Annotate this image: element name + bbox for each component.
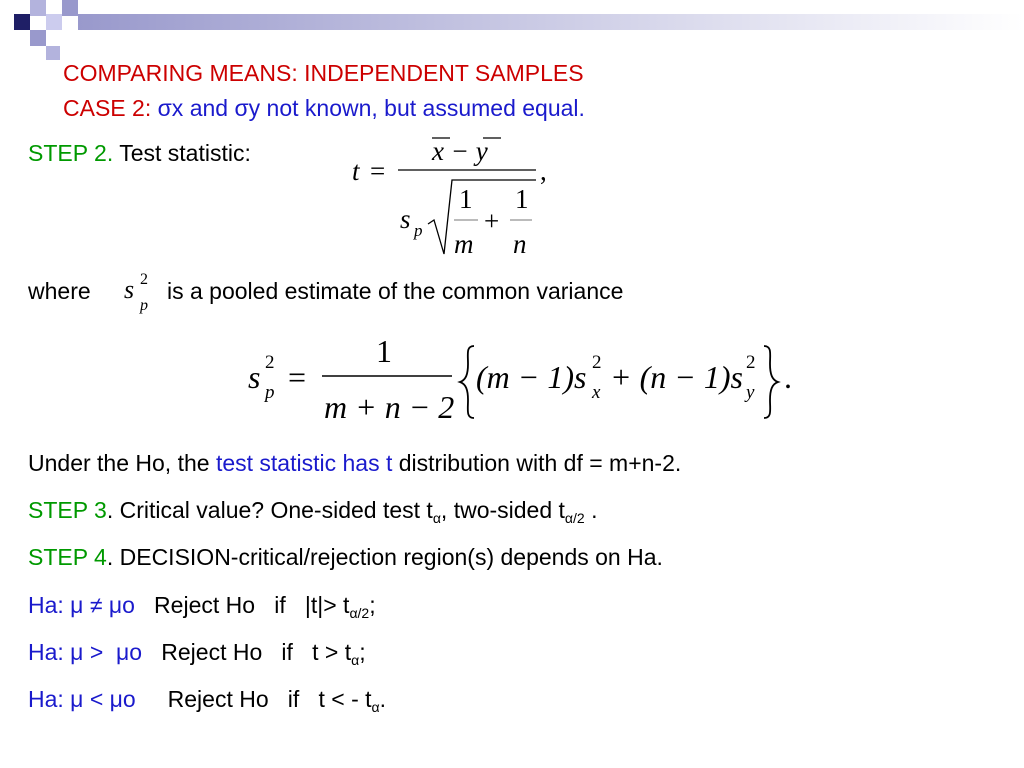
deco-square-lavender <box>30 30 46 46</box>
where-sub: p <box>140 297 148 314</box>
sp-denominator: m + n − 2 <box>324 389 455 425</box>
sp-numerator: 1 <box>376 333 392 369</box>
step4-text: . DECISION-critical/rejection region(s) depends on Ha. <box>106 544 663 570</box>
under-b: test statistic has t <box>215 450 393 476</box>
ha2-end: ; <box>359 639 366 665</box>
sp-sub: p <box>265 382 275 403</box>
step3-text: . Critical value? One-sided test t <box>106 497 433 523</box>
step2-line <box>28 140 251 167</box>
formula-one-b: 1 <box>515 184 529 214</box>
formula-sp-sub: p <box>414 221 423 240</box>
where-s: s <box>124 275 135 304</box>
ha2-hypothesis: Ha: μ > μo <box>28 639 143 665</box>
formula-t-eq: = <box>370 156 386 186</box>
sp-eq: = <box>288 359 307 395</box>
slide-title-line2 <box>63 95 585 122</box>
formula-n: n <box>513 229 527 259</box>
where-sup: 2 <box>140 271 148 288</box>
under-c: distribution with df = m+n-2. <box>392 450 682 476</box>
where-text: is a pooled estimate of the common variance <box>167 278 624 304</box>
sp-body: (m − 1)s <box>476 359 587 395</box>
left-brace <box>460 346 474 418</box>
slide-title-line1: COMPARING MEANS: INDEPENDENT SAMPLES <box>63 60 584 86</box>
step3-line <box>28 497 597 524</box>
deco-square-lavender <box>62 0 78 16</box>
formula-one-a: 1 <box>459 184 473 214</box>
step3-sub1: α <box>432 510 441 526</box>
sx-sup: 2 <box>592 352 602 373</box>
ha-less-line <box>28 686 386 713</box>
ha1-rest: Reject Ho if |t|> t <box>134 592 350 618</box>
ha2-sub: α <box>351 652 360 668</box>
sy-sub: y <box>746 382 755 403</box>
formula-m: m <box>454 229 474 259</box>
deco-square-lavender <box>30 0 46 16</box>
deco-square-lavender <box>46 46 60 60</box>
sp-s: s <box>248 359 261 395</box>
step3-text3: . <box>584 497 598 523</box>
t-statistic-formula <box>340 128 570 263</box>
under-a: Under the Ho, the <box>28 450 216 476</box>
deco-gradient-bar <box>78 14 1024 30</box>
under-ho-line <box>28 450 681 477</box>
ha3-end: . <box>379 686 387 712</box>
step3-text2: , two-sided t <box>440 497 565 523</box>
case-description: σx and σy not known, but assumed equal. <box>157 95 585 121</box>
deco-square-navy <box>14 14 30 30</box>
where-line <box>28 278 91 305</box>
deco-square-lavender <box>46 14 62 30</box>
case-label: CASE 2: <box>63 95 158 121</box>
formula-t-lhs: t <box>352 156 360 186</box>
where-sp2 <box>122 268 162 318</box>
ha1-hypothesis: Ha: μ ≠ μo <box>28 592 135 618</box>
step3-sub2: α/2 <box>564 510 585 526</box>
step3-label: STEP 3 <box>28 497 107 523</box>
formula-comma: , <box>540 156 547 186</box>
ha1-end: ; <box>369 592 376 618</box>
sp-sup: 2 <box>265 352 275 373</box>
ha-greater-line <box>28 639 366 666</box>
formula-t-numerator: x − y <box>432 136 488 166</box>
right-brace <box>764 346 778 418</box>
sx-sub: x <box>592 382 601 403</box>
ha2-rest: Reject Ho if t > t <box>142 639 352 665</box>
where-word: where <box>28 278 91 304</box>
step4-label: STEP 4 <box>28 544 107 570</box>
sp-period: . <box>784 359 792 395</box>
ha3-sub: α <box>371 699 380 715</box>
step2-text: Test statistic: <box>113 140 251 166</box>
ha3-rest: Reject Ho if t < - t <box>135 686 372 712</box>
pooled-variance-formula <box>240 330 800 430</box>
ha-two-sided-line <box>28 592 376 619</box>
ha1-sub: α/2 <box>349 605 370 621</box>
step4-line <box>28 544 663 571</box>
ha3-hypothesis: Ha: μ < μo <box>28 686 136 712</box>
sp-body2: + (n − 1)s <box>610 359 743 395</box>
formula-sp: s <box>400 204 411 234</box>
sy-sup: 2 <box>746 352 756 373</box>
formula-plus: + <box>484 206 500 236</box>
step2-label: STEP 2. <box>28 140 114 166</box>
